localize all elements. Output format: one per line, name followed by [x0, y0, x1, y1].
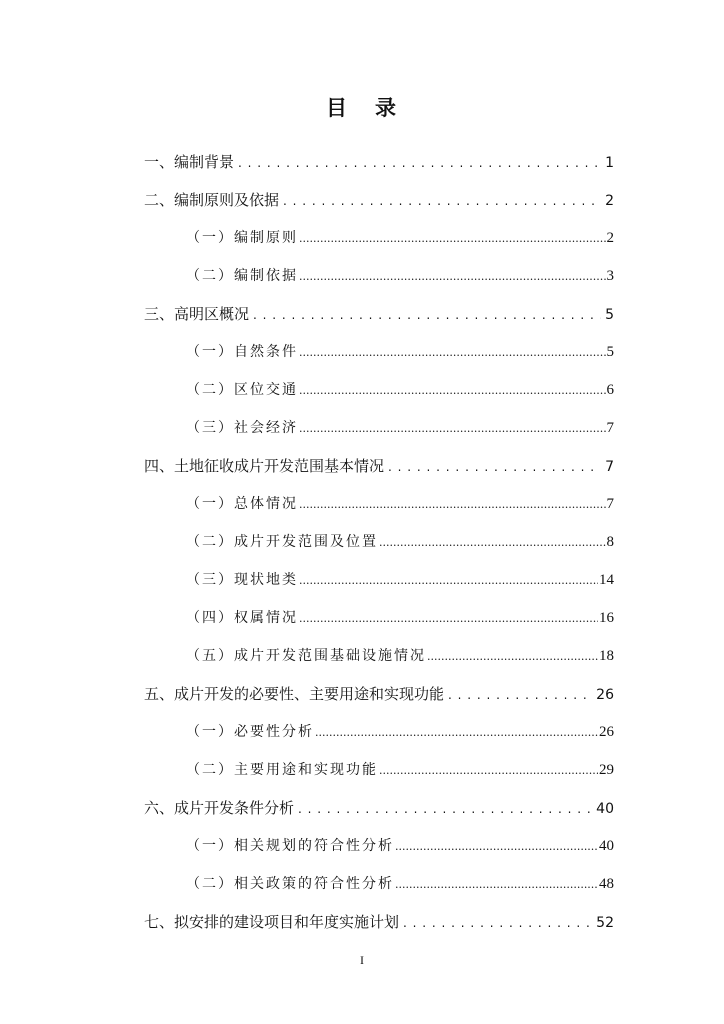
title-char-2: 录 — [375, 96, 398, 120]
toc-subsection-entry[interactable] — [186, 341, 614, 361]
toc-section-number: 五、 — [144, 685, 175, 703]
toc-dot-leader — [395, 838, 598, 854]
toc-page-number: 18 — [599, 648, 614, 664]
toc-entry-title: （五）成片开发范围基础设施情况 — [186, 648, 426, 664]
toc-entry-title: 拟安排的建设项目和年度实施计划 — [174, 913, 400, 931]
toc-entry-title: （一）必要性分析 — [186, 724, 314, 740]
toc-subsection-entry[interactable] — [186, 835, 614, 855]
toc-dot-leader — [448, 685, 592, 703]
toc-subsection-entry[interactable] — [186, 379, 614, 399]
toc-page-number: 29 — [599, 762, 614, 778]
toc-entry-title: 高明区概况 — [174, 305, 250, 323]
toc-section-entry[interactable] — [144, 189, 614, 210]
toc-page-number: 1 — [605, 155, 614, 171]
toc-page-number: 14 — [599, 572, 614, 588]
toc-subsection-entry[interactable] — [186, 759, 614, 779]
toc-dot-leader — [379, 762, 598, 778]
page-title — [0, 92, 724, 122]
toc-section-number: 三、 — [144, 305, 175, 323]
toc-section-entry[interactable] — [144, 303, 614, 324]
toc-entry-title: （一）自然条件 — [186, 344, 298, 360]
toc-entry-title: （二）编制依据 — [186, 268, 298, 284]
toc-entry-title: （二）相关政策的符合性分析 — [186, 876, 394, 892]
toc-dot-leader — [427, 648, 598, 664]
toc-page-number: 48 — [599, 876, 614, 892]
toc-subsection-entry[interactable] — [186, 531, 614, 551]
toc-dot-leader — [299, 572, 598, 588]
toc-dot-leader — [238, 153, 601, 171]
toc-entry-title: （一）相关规划的符合性分析 — [186, 838, 394, 854]
toc-subsection-entry[interactable] — [186, 493, 614, 513]
toc-dot-leader — [388, 457, 601, 475]
toc-section-number: 六、 — [144, 799, 175, 817]
toc-page-number: 26 — [596, 687, 614, 703]
toc-section-number: 一、 — [144, 153, 175, 171]
toc-section-number: 二、 — [144, 191, 175, 209]
toc-entry-title: 土地征收成片开发范围基本情况 — [174, 457, 385, 475]
toc-page-number: 8 — [606, 534, 614, 550]
toc-subsection-entry[interactable] — [186, 873, 614, 893]
toc-subsection-entry[interactable] — [186, 227, 614, 247]
toc-dot-leader — [299, 344, 606, 360]
toc-dot-leader — [379, 534, 606, 550]
toc-entry-title: （二）区位交通 — [186, 382, 298, 398]
toc-subsection-entry[interactable] — [186, 265, 614, 285]
toc-dot-leader — [298, 799, 592, 817]
toc-dot-leader — [253, 305, 601, 323]
toc-page-number: 5 — [605, 307, 614, 323]
toc-page-number: 6 — [606, 382, 614, 398]
toc-section-entry[interactable] — [144, 797, 614, 818]
toc-dot-leader — [315, 724, 598, 740]
toc-entry-title: （三）现状地类 — [186, 572, 298, 588]
toc-page-number: 2 — [606, 230, 614, 246]
toc-page-number: 26 — [599, 724, 614, 740]
toc-dot-leader — [299, 420, 606, 436]
toc-entry-title: （一）编制原则 — [186, 230, 298, 246]
page-number-footer: I — [360, 953, 364, 967]
toc-dot-leader — [299, 230, 606, 246]
toc-page-number: 3 — [606, 268, 614, 284]
toc-entry-title: 成片开发的必要性、主要用途和实现功能 — [174, 685, 445, 703]
toc-dot-leader — [299, 610, 598, 626]
toc-entry-title: 编制原则及依据 — [174, 191, 280, 209]
toc-page-number: 52 — [596, 915, 614, 931]
toc-page-number: 40 — [596, 801, 614, 817]
toc-entry-title: （二）主要用途和实现功能 — [186, 762, 378, 778]
toc-subsection-entry[interactable] — [186, 721, 614, 741]
toc-dot-leader — [299, 496, 606, 512]
toc-section-entry[interactable] — [144, 911, 614, 932]
toc-section-entry[interactable] — [144, 683, 614, 704]
toc-subsection-entry[interactable] — [186, 645, 614, 665]
toc-section-number: 四、 — [144, 457, 175, 475]
toc-section-entry[interactable] — [144, 455, 614, 476]
toc-entry-title: 成片开发条件分析 — [174, 799, 295, 817]
toc-dot-leader — [395, 876, 598, 892]
toc-dot-leader — [403, 913, 592, 931]
toc-page-number: 7 — [606, 496, 614, 512]
toc-entry-title: （四）权属情况 — [186, 610, 298, 626]
toc-entry-title: （三）社会经济 — [186, 420, 298, 436]
toc-page-number: 40 — [599, 838, 614, 854]
toc-subsection-entry[interactable] — [186, 417, 614, 437]
toc-entry-title: （一）总体情况 — [186, 496, 298, 512]
toc-page-number: 2 — [605, 193, 614, 209]
toc-page-number: 16 — [599, 610, 614, 626]
toc-dot-leader — [283, 191, 601, 209]
toc-dot-leader — [299, 382, 606, 398]
toc-entry-title: （二）成片开发范围及位置 — [186, 534, 378, 550]
toc-page-number: 5 — [606, 344, 614, 360]
toc-subsection-entry[interactable] — [186, 569, 614, 589]
toc-dot-leader — [299, 268, 606, 284]
toc-entry-title: 编制背景 — [174, 153, 235, 171]
toc-section-number: 七、 — [144, 913, 175, 931]
toc-page-number: 7 — [606, 420, 614, 436]
title-char-1: 目 — [326, 96, 349, 120]
toc-page-number: 7 — [605, 459, 614, 475]
toc-subsection-entry[interactable] — [186, 607, 614, 627]
toc-section-entry[interactable] — [144, 151, 614, 172]
